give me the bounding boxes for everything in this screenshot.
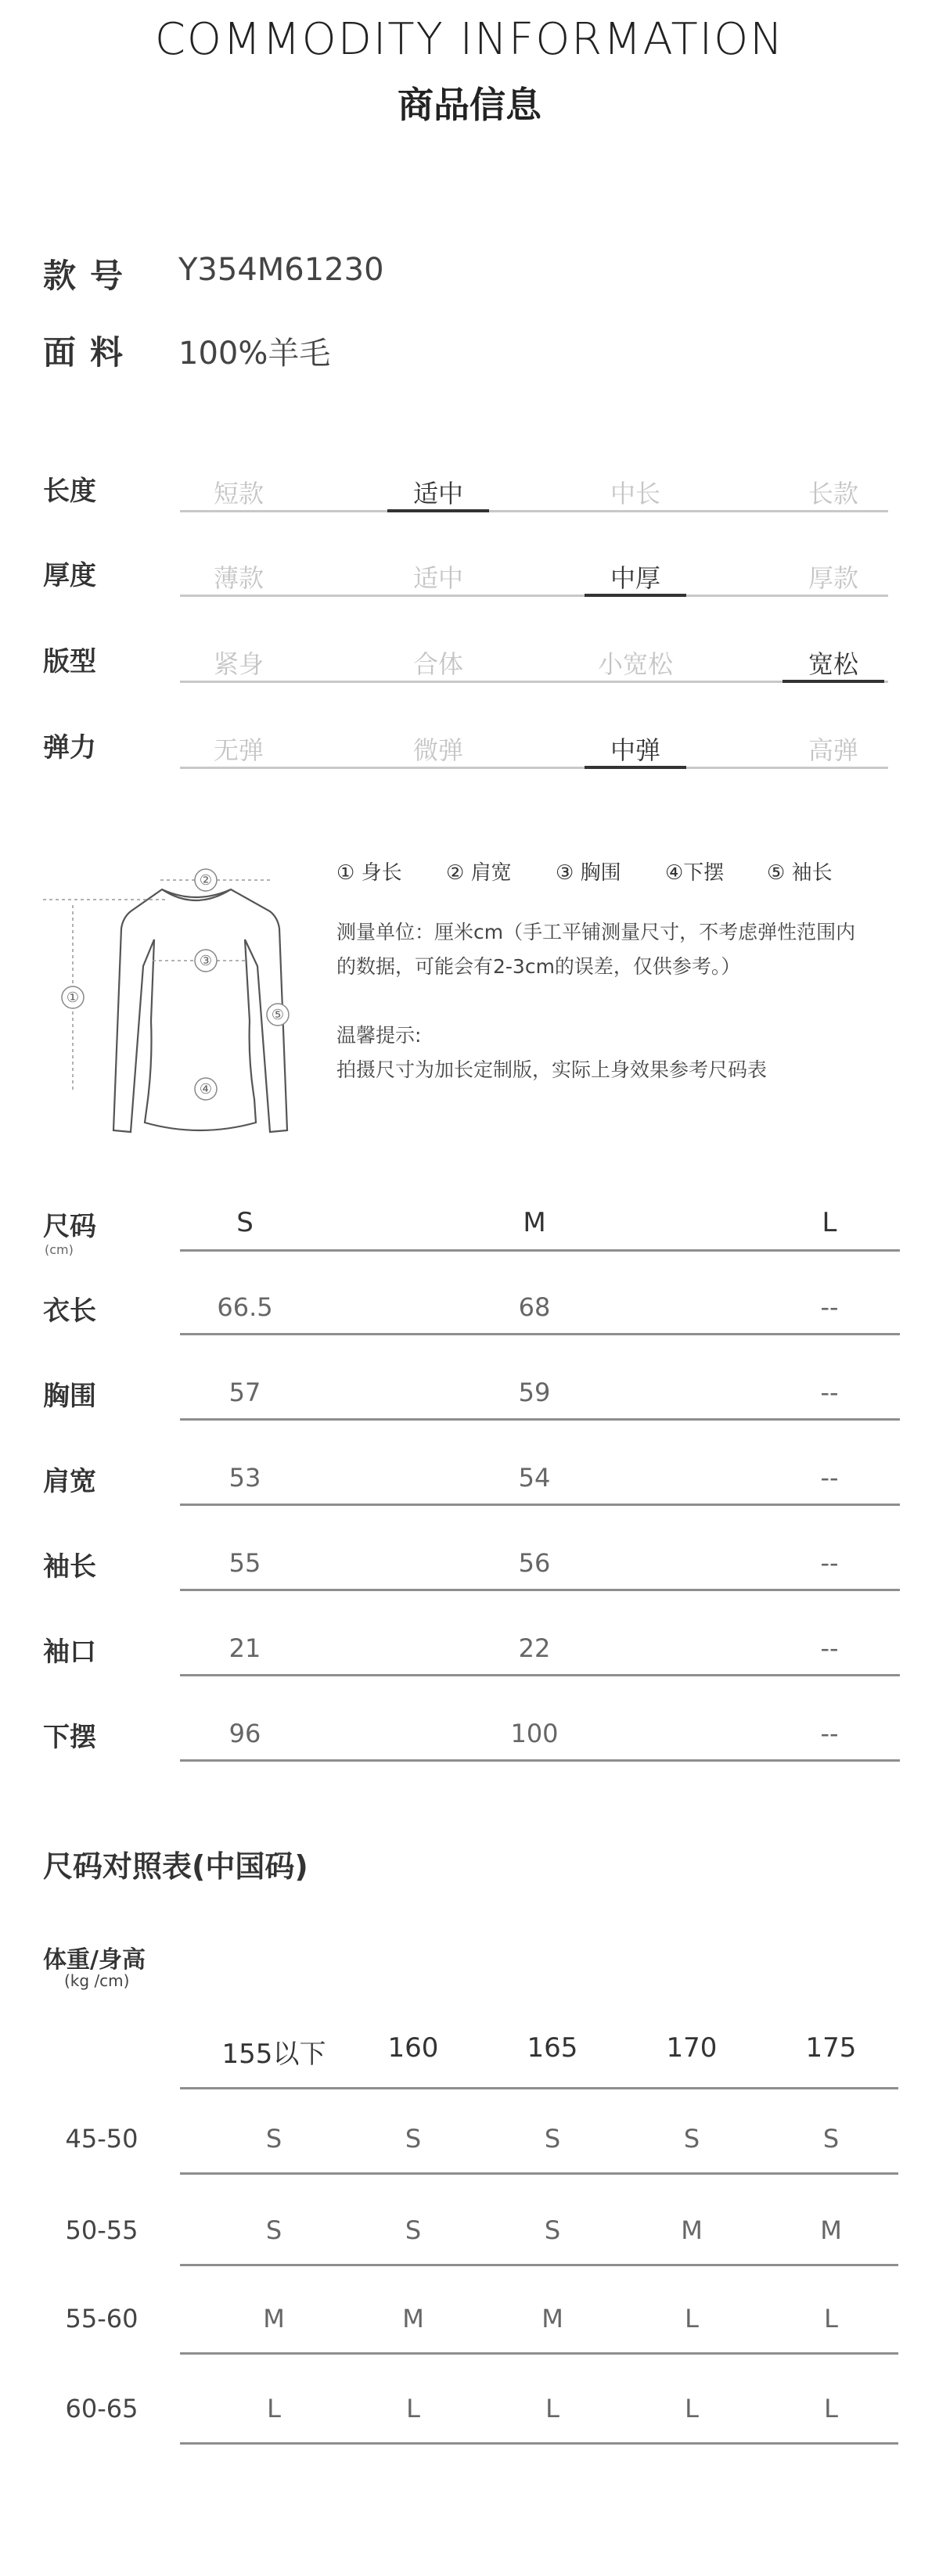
size-row-divider: [180, 1504, 900, 1506]
size-table-header-unit: (cm): [45, 1242, 74, 1257]
compare-header-label: 体重/身高: [43, 1946, 146, 1974]
compare-row-divider: [180, 2264, 898, 2266]
compare-cell: L: [824, 2394, 838, 2423]
attr-option-selected: 中厚: [610, 563, 660, 593]
compare-column-header: 175: [805, 2032, 857, 2064]
compare-cell: S: [544, 2215, 561, 2245]
marker-label: ②: [199, 872, 213, 889]
attr-option: 合体: [412, 649, 463, 679]
marker-label: ③: [199, 953, 213, 969]
attr-track-line: [180, 510, 888, 512]
title-english: COMMODITY INFORMATION: [154, 14, 785, 65]
compare-header-unit: (kg /cm): [64, 1971, 130, 1990]
measure-note-line-2: 的数据，可能会有2-3cm的误差，仅供参考。）: [336, 955, 741, 978]
marker-label: ④: [199, 1081, 213, 1098]
compare-cell: S: [405, 2215, 422, 2245]
compare-cell: S: [265, 2124, 282, 2154]
attr-label: 版型: [43, 646, 96, 677]
compare-cell: L: [545, 2394, 559, 2423]
compare-column-header: 170: [666, 2032, 718, 2064]
attr-option: 高弹: [808, 735, 858, 765]
marker-label: ⑤: [271, 1007, 285, 1023]
compare-cell: S: [265, 2215, 282, 2245]
legend-chest: ③ 胸围: [556, 861, 621, 885]
legend-sleeve: ⑤ 袖长: [767, 861, 833, 885]
size-cell: --: [820, 1378, 839, 1407]
compare-column-header: 155以下: [221, 2039, 326, 2070]
size-column-header: S: [236, 1207, 254, 1238]
size-cell: 21: [228, 1633, 261, 1663]
compare-row-label: 45-50: [65, 2124, 139, 2154]
size-cell: 53: [228, 1463, 261, 1493]
compare-column-header: 165: [527, 2032, 578, 2064]
info-label-fabric: 面料: [43, 333, 138, 372]
legend-body-length: ① 身长: [336, 861, 402, 885]
legend-shoulder: ② 肩宽: [446, 861, 512, 885]
compare-cell: L: [685, 2304, 699, 2333]
size-row-label: 胸围: [43, 1381, 96, 1412]
compare-cell: M: [541, 2304, 563, 2333]
compare-row-divider: [180, 2172, 898, 2175]
attr-option: 微弹: [412, 735, 463, 765]
legend-hem: ④下摆: [665, 861, 725, 885]
measure-note-line-1: 测量单位：厘米cm（手工平铺测量尺寸，不考虑弹性范围内: [336, 921, 856, 943]
attr-track-line: [180, 595, 888, 597]
sweater-measurement-diagram: [43, 864, 309, 1162]
size-row-label: 袖口: [43, 1636, 96, 1668]
compare-cell: L: [824, 2304, 838, 2333]
size-cell: 56: [518, 1548, 551, 1578]
attr-option: 薄款: [213, 563, 264, 593]
size-column-header: M: [523, 1207, 546, 1238]
size-cell: 68: [518, 1292, 551, 1322]
compare-cell: M: [681, 2215, 703, 2245]
attr-option: 紧身: [213, 649, 264, 679]
size-cell: --: [820, 1719, 839, 1748]
compare-cell: S: [405, 2124, 422, 2154]
size-cell: 22: [518, 1633, 551, 1663]
info-label-style-number: 款号: [43, 257, 138, 295]
info-value-style-number: Y354M61230: [178, 252, 384, 288]
attr-option: 无弹: [213, 735, 264, 765]
size-row-divider: [180, 1759, 900, 1762]
attr-option: 厚款: [808, 563, 858, 593]
size-cell: 66.5: [217, 1292, 273, 1322]
size-row-divider: [180, 1589, 900, 1591]
compare-cell: S: [683, 2124, 700, 2154]
compare-cell: M: [263, 2304, 285, 2333]
attr-selected-underline: [387, 509, 489, 512]
size-row-label: 衣长: [43, 1295, 96, 1327]
attr-option: 长款: [808, 479, 858, 508]
attr-option-selected: 中弹: [610, 735, 660, 765]
size-row-label: 肩宽: [43, 1466, 96, 1497]
size-cell: --: [820, 1292, 839, 1322]
compare-cell: M: [402, 2304, 424, 2333]
size-cell: 55: [228, 1548, 261, 1578]
size-row-label: 下摆: [43, 1722, 96, 1753]
compare-cell: S: [544, 2124, 561, 2154]
compare-cell: L: [267, 2394, 281, 2423]
compare-column-header: 160: [387, 2032, 439, 2064]
info-value-fabric: 100%羊毛: [178, 336, 331, 372]
compare-cell: M: [820, 2215, 842, 2245]
tip-title: 温馨提示:: [336, 1024, 422, 1047]
attr-label: 长度: [43, 476, 96, 507]
size-row-divider: [180, 1333, 900, 1335]
attr-selected-underline: [782, 680, 884, 683]
size-row-label: 袖长: [43, 1551, 96, 1583]
size-row-divider: [180, 1674, 900, 1676]
size-cell: 57: [228, 1378, 261, 1407]
size-cell: --: [820, 1633, 839, 1663]
compare-cell: L: [685, 2394, 699, 2423]
attr-label: 弹力: [43, 732, 96, 763]
size-cell: 96: [228, 1719, 261, 1748]
attr-option: 短款: [213, 479, 264, 508]
attr-selected-underline: [585, 766, 686, 769]
attr-option: 中长: [610, 479, 660, 508]
compare-row-divider: [180, 2352, 898, 2355]
size-cell: --: [820, 1463, 839, 1493]
size-cell: 54: [518, 1463, 551, 1493]
size-header-divider: [180, 1249, 900, 1252]
attr-track-line: [180, 767, 888, 769]
compare-row-label: 60-65: [65, 2394, 139, 2423]
compare-row-label: 55-60: [65, 2304, 139, 2333]
marker-label: ①: [66, 990, 80, 1006]
compare-header-divider: [180, 2087, 898, 2089]
title-chinese: 商品信息: [398, 84, 541, 126]
size-table-header-label: 尺码: [43, 1211, 96, 1242]
compare-row-divider: [180, 2442, 898, 2445]
size-cell: 59: [518, 1378, 551, 1407]
attr-option-selected: 宽松: [808, 649, 858, 679]
size-row-divider: [180, 1418, 900, 1421]
attr-label: 厚度: [43, 560, 96, 591]
attr-option: 适中: [412, 563, 463, 593]
compare-table-title: 尺码对照表(中国码): [43, 1849, 308, 1884]
compare-cell: L: [406, 2394, 420, 2423]
size-cell: 100: [510, 1719, 559, 1748]
size-column-header: L: [822, 1207, 837, 1238]
tip-text: 拍摄尺寸为加长定制版，实际上身效果参考尺码表: [336, 1058, 768, 1081]
compare-row-label: 50-55: [65, 2215, 139, 2245]
attr-option: 小宽松: [597, 649, 673, 679]
compare-cell: S: [822, 2124, 840, 2154]
size-cell: --: [820, 1548, 839, 1578]
attr-selected-underline: [585, 594, 686, 597]
attr-option-selected: 适中: [412, 479, 463, 508]
